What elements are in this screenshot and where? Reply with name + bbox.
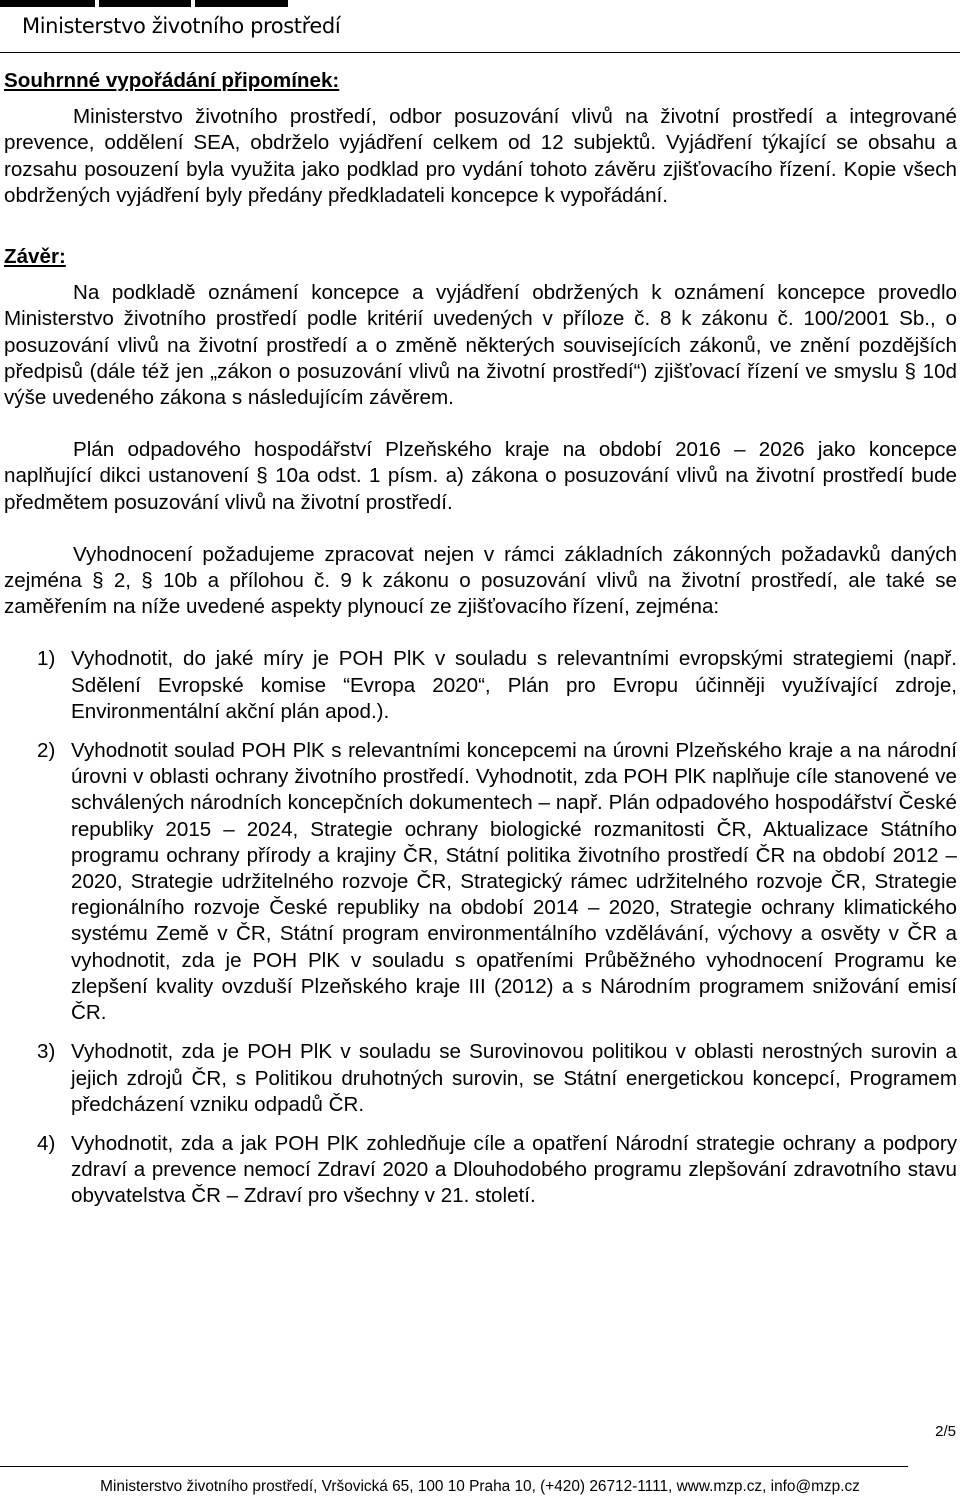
document-body bbox=[4, 68, 957, 1223]
list-item-number: 4) bbox=[37, 1131, 56, 1155]
page-number: 2/5 bbox=[935, 1423, 956, 1440]
summary-paragraph: Ministerstvo životního prostředí, odbor posuzování vlivů na životní prostředí a integrované prevence, oddělení SEA, obdrželo vyjádření celkem od 12 subjektů. Vyjádření týkající se obsahu a rozsahu posouzení byla využita jako podklad pro vydání tohoto závěru zjišťovacího řízení. Kopie všech obdržených vyjádření byly předány předkladateli koncepce k vypořádání. bbox=[4, 105, 957, 207]
list-item-text: Vyhodnotit, zda a jak POH PlK zohledňuje cíle a opatření Národní strategie ochrany a podpory zdraví a prevence nemocí Zdraví 2020 a Dlouhodobého programu zlepšování zdravotního stavu obyvatelstva ČR – Zdraví pro všechny v 21. století. bbox=[71, 1131, 957, 1208]
list-item-text: Vyhodnotit soulad POH PlK s relevantními koncepcemi na úrovni Plzeňského kraje a na národní úrovni v oblasti ochrany životního prostředí. Vyhodnotit, zda POH PlK naplňuje cíle stanovené ve schválených národních koncepčních dokumentech – např. Plán odpadového hospodářství České republiky 2015 – 2024, Strategie ochrany biologické rozmanitosti ČR, Aktualizace Státního programu ochrany přírody a krajiny ČR, Státní politika životního prostředí ČR na období 2012 – 2020, Strategie udržitelného rozvoje ČR, Strategický rámec udržitelného rozvoje ČR, Strategie regionálního rozvoje České republiky na období 2014 – 2020, Strategie ochrany klimatického systému Země v ČR, Státní program environmentálního vzdělávání, výchovy a osvěty v ČR a vyhodnotit, zda je POH PlK v souladu s opatřeními Průběžného vyhodnocení Programu ke zlepšení kvality ovzduší Plzeňského kraje III (2012) a s Národním programem snižování emisí ČR. bbox=[71, 739, 957, 1025]
conclusion-heading: Závěr: bbox=[4, 245, 66, 269]
header-bar bbox=[195, 0, 288, 7]
header-divider bbox=[0, 52, 960, 53]
conclusion-paragraph: Vyhodnocení požadujeme zpracovat nejen v rámci základních zákonných požadavků daných zejména § 2, § 10b a přílohou č. 9 k zákonu o posuzování vlivů na životní prostředí, ale také se zaměřením na níže uvedené aspekty plynoucí ze zjišťovacího řízení, zejména: bbox=[4, 542, 957, 619]
conclusion-paragraph: Na podkladě oznámení koncepce a vyjádření obdržených k oznámení koncepce provedlo Ministerstvo životního prostředí podle kritérií uvedených v příloze č. 8 k zákonu č. 100/2001 Sb., o posuzování vlivů na životní prostředí a o změně některých souvisejících zákonů, ve znění pozdějších předpisů (dále též jen „zákon o posuzování vlivů na životní prostředí“) zjišťovací řízení ve smyslu § 10d výše uvedeného zákona s následujícím závěrem. bbox=[4, 281, 957, 410]
requirements-list bbox=[4, 646, 957, 1209]
conclusion-paragraph: Plán odpadového hospodářství Plzeňského kraje na období 2016 – 2026 jako koncepce naplňující dikci ustanovení § 10a odst. 1 písm. a) zákona o posuzování vlivů na životní prostředí bude předmětem posuzování vlivů na životní prostředí. bbox=[4, 438, 957, 514]
header-bar bbox=[99, 0, 191, 7]
header-bar bbox=[0, 0, 95, 7]
header-color-bars bbox=[0, 0, 300, 7]
ministry-logo: Ministerstvo životního prostředí bbox=[22, 14, 341, 38]
list-item bbox=[4, 1039, 957, 1118]
summary-heading: Souhrnné vypořádání připomínek: bbox=[4, 69, 340, 92]
list-item-number: 2) bbox=[37, 739, 56, 763]
list-item bbox=[4, 738, 957, 1026]
list-item-number: 3) bbox=[37, 1040, 56, 1064]
list-item-text: Vyhodnotit, do jaké míry je POH PlK v souladu s relevantními evropskými strategiemi (např. Sdělení Evropské komise “Evropa 2020“, Plán pro Evropu účinněji využívající zdroje, Environmentální akční plán apod.). bbox=[71, 647, 957, 723]
list-item bbox=[4, 1131, 957, 1210]
list-item-number: 1) bbox=[37, 647, 56, 671]
footer-divider bbox=[0, 1466, 908, 1467]
footer-contact: Ministerstvo životního prostředí, Vršovická 65, 100 10 Praha 10, (+420) 26712-1111, www.mzp.cz, info@mzp.cz bbox=[100, 1478, 860, 1495]
list-item bbox=[4, 646, 957, 725]
list-item-text: Vyhodnotit, zda je POH PlK v souladu se Surovinovou politikou v oblasti nerostných surovin a jejich zdrojů ČR, s Politikou druhotných surovin, se Státní energetickou koncepcí, Programem předcházení vzniku odpadů ČR. bbox=[71, 1040, 957, 1116]
